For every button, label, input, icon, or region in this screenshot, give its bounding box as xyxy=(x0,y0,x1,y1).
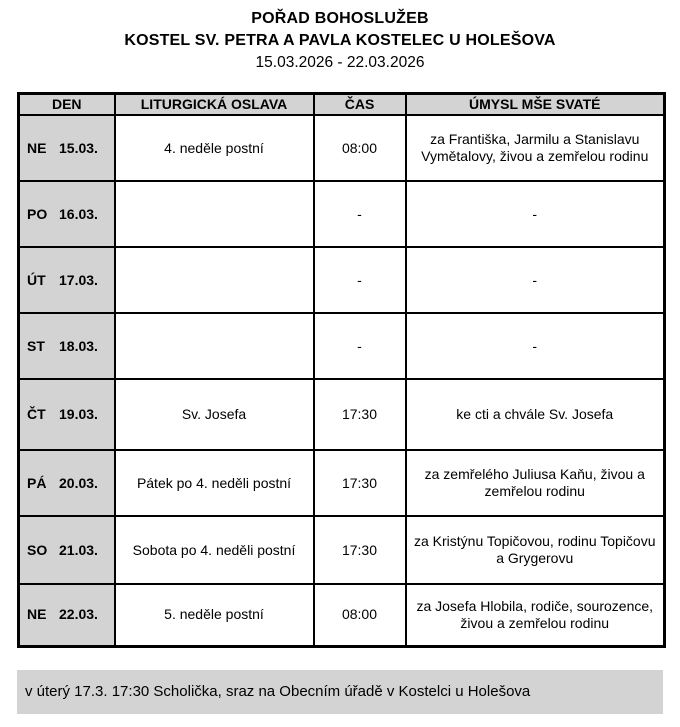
celebration-cell xyxy=(115,247,314,313)
day-date: 15.03. xyxy=(59,139,98,156)
day-cell xyxy=(19,313,115,379)
day-date: 19.03. xyxy=(59,406,98,422)
table-header-row xyxy=(19,94,665,116)
celebration-cell: Sv. Josefa xyxy=(115,379,314,450)
day-date: 16.03. xyxy=(59,205,98,222)
day-cell xyxy=(19,115,115,181)
time-cell: 17:30 xyxy=(314,450,406,516)
celebration-cell: Pátek po 4. neděli postní xyxy=(115,450,314,516)
day-abbreviation: PO xyxy=(27,205,48,222)
time-cell: - xyxy=(314,313,406,379)
intention-cell: za Josefa Hlobila, rodiče, sourozence, živou a zemřelou rodinu xyxy=(406,584,665,646)
day-abbreviation: PÁ xyxy=(27,474,47,491)
table-row xyxy=(19,247,665,313)
column-header-time: ČAS xyxy=(314,94,406,116)
day-cell xyxy=(19,247,115,313)
day-cell xyxy=(19,181,115,247)
footer-note-bar xyxy=(17,670,663,714)
time-cell: - xyxy=(314,181,406,247)
table-row xyxy=(19,115,665,181)
time-cell: - xyxy=(314,247,406,313)
celebration-cell: Sobota po 4. neděli postní xyxy=(115,516,314,584)
day-cell xyxy=(19,516,115,584)
intention-cell: za zemřelého Juliusa Kaňu, živou a zemřelou rodinu xyxy=(406,450,665,516)
day-abbreviation: ČT xyxy=(27,406,46,422)
time-cell: 08:00 xyxy=(314,115,406,181)
celebration-cell: 4. neděle postní xyxy=(115,115,314,181)
time-cell: 17:30 xyxy=(314,516,406,584)
day-abbreviation: ST xyxy=(27,337,45,354)
intention-cell: - xyxy=(406,247,665,313)
table-row xyxy=(19,313,665,379)
intention-cell: - xyxy=(406,313,665,379)
day-date: 20.03. xyxy=(59,474,98,491)
column-header-intention: ÚMYSL MŠE SVATÉ xyxy=(406,94,665,116)
column-header-celebration: LITURGICKÁ OSLAVA xyxy=(115,94,314,116)
intention-cell: ke cti a chvále Sv. Josefa xyxy=(406,379,665,450)
intention-cell: - xyxy=(406,181,665,247)
document-title: POŘAD BOHOSLUŽEB xyxy=(251,10,429,27)
day-abbreviation: NE xyxy=(27,606,47,623)
day-cell xyxy=(19,450,115,516)
day-abbreviation: NE xyxy=(27,139,47,156)
schedule-table xyxy=(17,92,666,648)
day-cell xyxy=(19,584,115,646)
day-abbreviation: ÚT xyxy=(27,271,46,288)
day-date: 18.03. xyxy=(59,337,98,354)
day-date: 17.03. xyxy=(59,271,98,288)
celebration-cell: 5. neděle postní xyxy=(115,584,314,646)
intention-cell: za Kristýnu Topičovou, rodinu Topičovu a Grygerovu xyxy=(406,516,665,584)
day-date: 22.03. xyxy=(59,606,98,623)
time-cell: 17:30 xyxy=(314,379,406,450)
document-header xyxy=(0,0,680,74)
table-row xyxy=(19,516,665,584)
table-row xyxy=(19,584,665,646)
celebration-cell xyxy=(115,313,314,379)
schedule-body xyxy=(19,115,665,646)
table-row xyxy=(19,379,665,450)
church-name: KOSTEL SV. PETRA A PAVLA KOSTELEC U HOLEŠOVA xyxy=(124,32,556,49)
day-date: 21.03. xyxy=(59,541,98,558)
day-abbreviation: SO xyxy=(27,541,48,558)
intention-cell: za Františka, Jarmilu a Stanislavu Vymětalovy, živou a zemřelou rodinu xyxy=(406,115,665,181)
column-header-day: DEN xyxy=(19,94,115,116)
table-row xyxy=(19,450,665,516)
footer-note-text: v úterý 17.3. 17:30 Scholička, sraz na Obecním úřadě v Kostelci u Holešova xyxy=(25,683,531,700)
table-row xyxy=(19,181,665,247)
time-cell: 08:00 xyxy=(314,584,406,646)
date-range: 15.03.2026 - 22.03.2026 xyxy=(255,54,425,71)
celebration-cell xyxy=(115,181,314,247)
day-cell xyxy=(19,379,115,450)
